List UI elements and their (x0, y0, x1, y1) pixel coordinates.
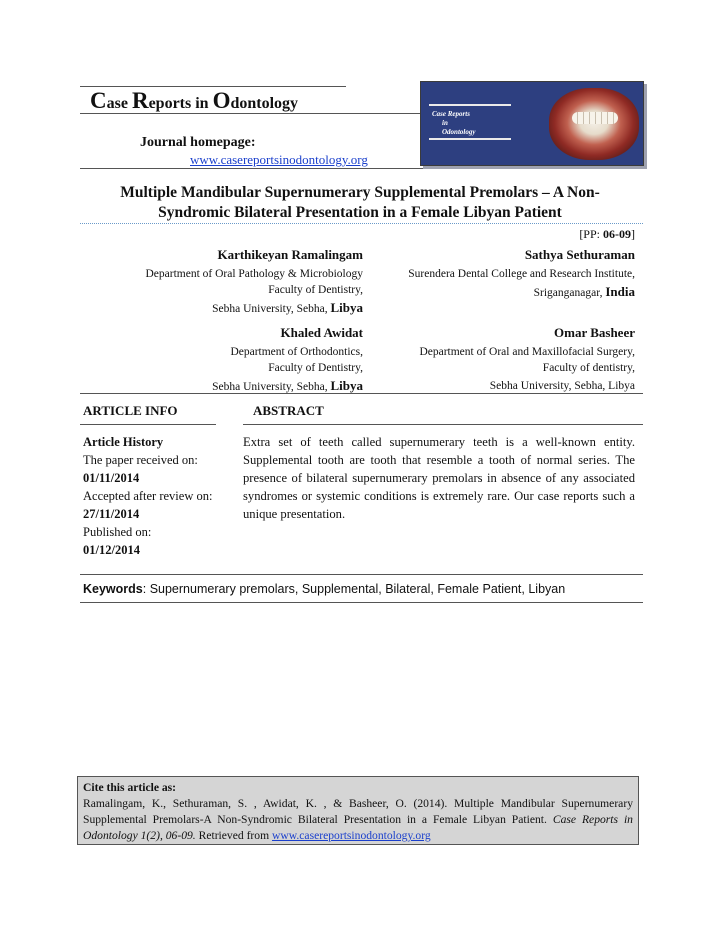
journal-title-cap-3: O (212, 88, 231, 113)
cover-bottom-line (429, 138, 511, 140)
keywords-top-rule (80, 574, 643, 575)
author-name: Omar Basheer (554, 325, 635, 340)
author-block-1 (83, 247, 363, 317)
author-name: Karthikeyan Ramalingam (217, 247, 363, 262)
homepage-link[interactable]: www.casereportsinodontology.org (190, 152, 368, 167)
author-affiliation-line: Faculty of Dentistry, (268, 362, 363, 374)
author-affiliation-line: Faculty of dentistry, (542, 362, 635, 374)
author-block-4 (355, 325, 635, 394)
journal-title-rest-2: eports in (148, 95, 213, 112)
citation-text: Ramalingam, K., Sethuraman, S. , Awidat, K. , & Basheer, O. (2014). Multiple Mandibular Supernumerary Supplemental Premolars-A Non-Syndromic Bilateral Presentation in a Female Libyan Patient. Case Reports in Odontology 1(2), 06-09. Retrieved from www.casereportsinodontology.org (83, 797, 633, 842)
author-affiliation-line: Department of Oral Pathology & Microbiology (145, 268, 363, 280)
journal-title-cap-1: C (90, 88, 107, 113)
keywords (83, 582, 565, 596)
journal-cover-image (420, 81, 644, 166)
author-name: Khaled Awidat (280, 325, 363, 340)
citation-heading: Cite this article as: (83, 781, 177, 794)
journal-title-rest-3: dontology (230, 95, 299, 112)
journal-title-cap-2: R (131, 88, 149, 113)
citation-link[interactable]: www.casereportsinodontology.org (272, 829, 431, 842)
article-history (83, 433, 228, 559)
article-info-rule (80, 424, 216, 425)
author-affiliation-line: Sebha University, Sebha, Libya (212, 300, 363, 315)
history-heading: Article History (83, 435, 164, 449)
journal-title-rest-1: ase (106, 95, 132, 112)
abstract-rule (243, 424, 643, 425)
cover-text (432, 110, 475, 137)
keywords-bottom-rule (80, 602, 643, 603)
title-underline (80, 223, 643, 224)
header-homepage-rule (80, 168, 425, 169)
homepage-label: Journal homepage: (140, 135, 256, 150)
author-affiliation-line: Sebha University, Sebha, Libya (212, 378, 363, 393)
author-affiliation-line: Department of Oral and Maxillofacial Surgery, (419, 346, 635, 358)
keywords-label: Keywords (83, 582, 143, 596)
author-affiliation-line: Faculty of Dentistry, (268, 284, 363, 296)
citation-journal: Case Reports in Odontology 1(2), 06-09. (83, 813, 633, 842)
article-title (60, 183, 660, 223)
header-top-rule (80, 86, 346, 87)
accepted-label: Accepted after review on: (83, 489, 213, 503)
section-top-rule (80, 393, 643, 394)
teeth-graphic (572, 112, 618, 124)
smile-photo (549, 88, 639, 160)
article-title-line-1: Multiple Mandibular Supernumerary Supplemental Premolars – A Non- (120, 184, 600, 201)
cover-line-1: Case Reports (432, 110, 470, 118)
received-date: 01/11/2014 (83, 471, 140, 485)
received-label: The paper received on: (83, 453, 198, 467)
published-label: Published on: (83, 525, 152, 539)
author-affiliation-line: Sriganganagar, India (533, 284, 635, 299)
author-block-3 (83, 325, 363, 395)
citation-content (83, 780, 633, 844)
accepted-date: 27/11/2014 (83, 507, 140, 521)
author-name: Sathya Sethuraman (524, 247, 635, 262)
journal-title (90, 88, 298, 114)
published-date: 01/12/2014 (83, 543, 140, 557)
abstract-heading: ABSTRACT (253, 403, 324, 418)
article-info-heading: ARTICLE INFO (83, 403, 178, 418)
page-range: [PP: 06-09] (579, 227, 635, 241)
cover-line-3: Odontology (442, 128, 476, 136)
cover-top-line (429, 104, 511, 106)
abstract-text: Extra set of teeth called supernumerary teeth is a well-known entity. Supplemental tooth are tooth that resemble a tooth of normal series. The presence of bilateral supernumerary premolars in absence of any associated syndromes or systemic conditions is extremely rare. Our case reports such a unique presentation. (243, 435, 635, 521)
cover-line-2: in (442, 119, 448, 127)
article-title-line-2: Syndromic Bilateral Presentation in a Female Libyan Patient (158, 204, 562, 221)
keywords-text: : Supernumerary premolars, Supplemental, Bilateral, Female Patient, Libyan (142, 582, 566, 596)
author-block-2 (355, 247, 635, 301)
author-affiliation-line: Surendera Dental College and Research Institute, (408, 268, 635, 280)
author-affiliation-line: Sebha University, Sebha, Libya (489, 380, 635, 392)
citation-box (77, 776, 639, 845)
author-affiliation-line: Department of Orthodontics, (230, 346, 363, 358)
